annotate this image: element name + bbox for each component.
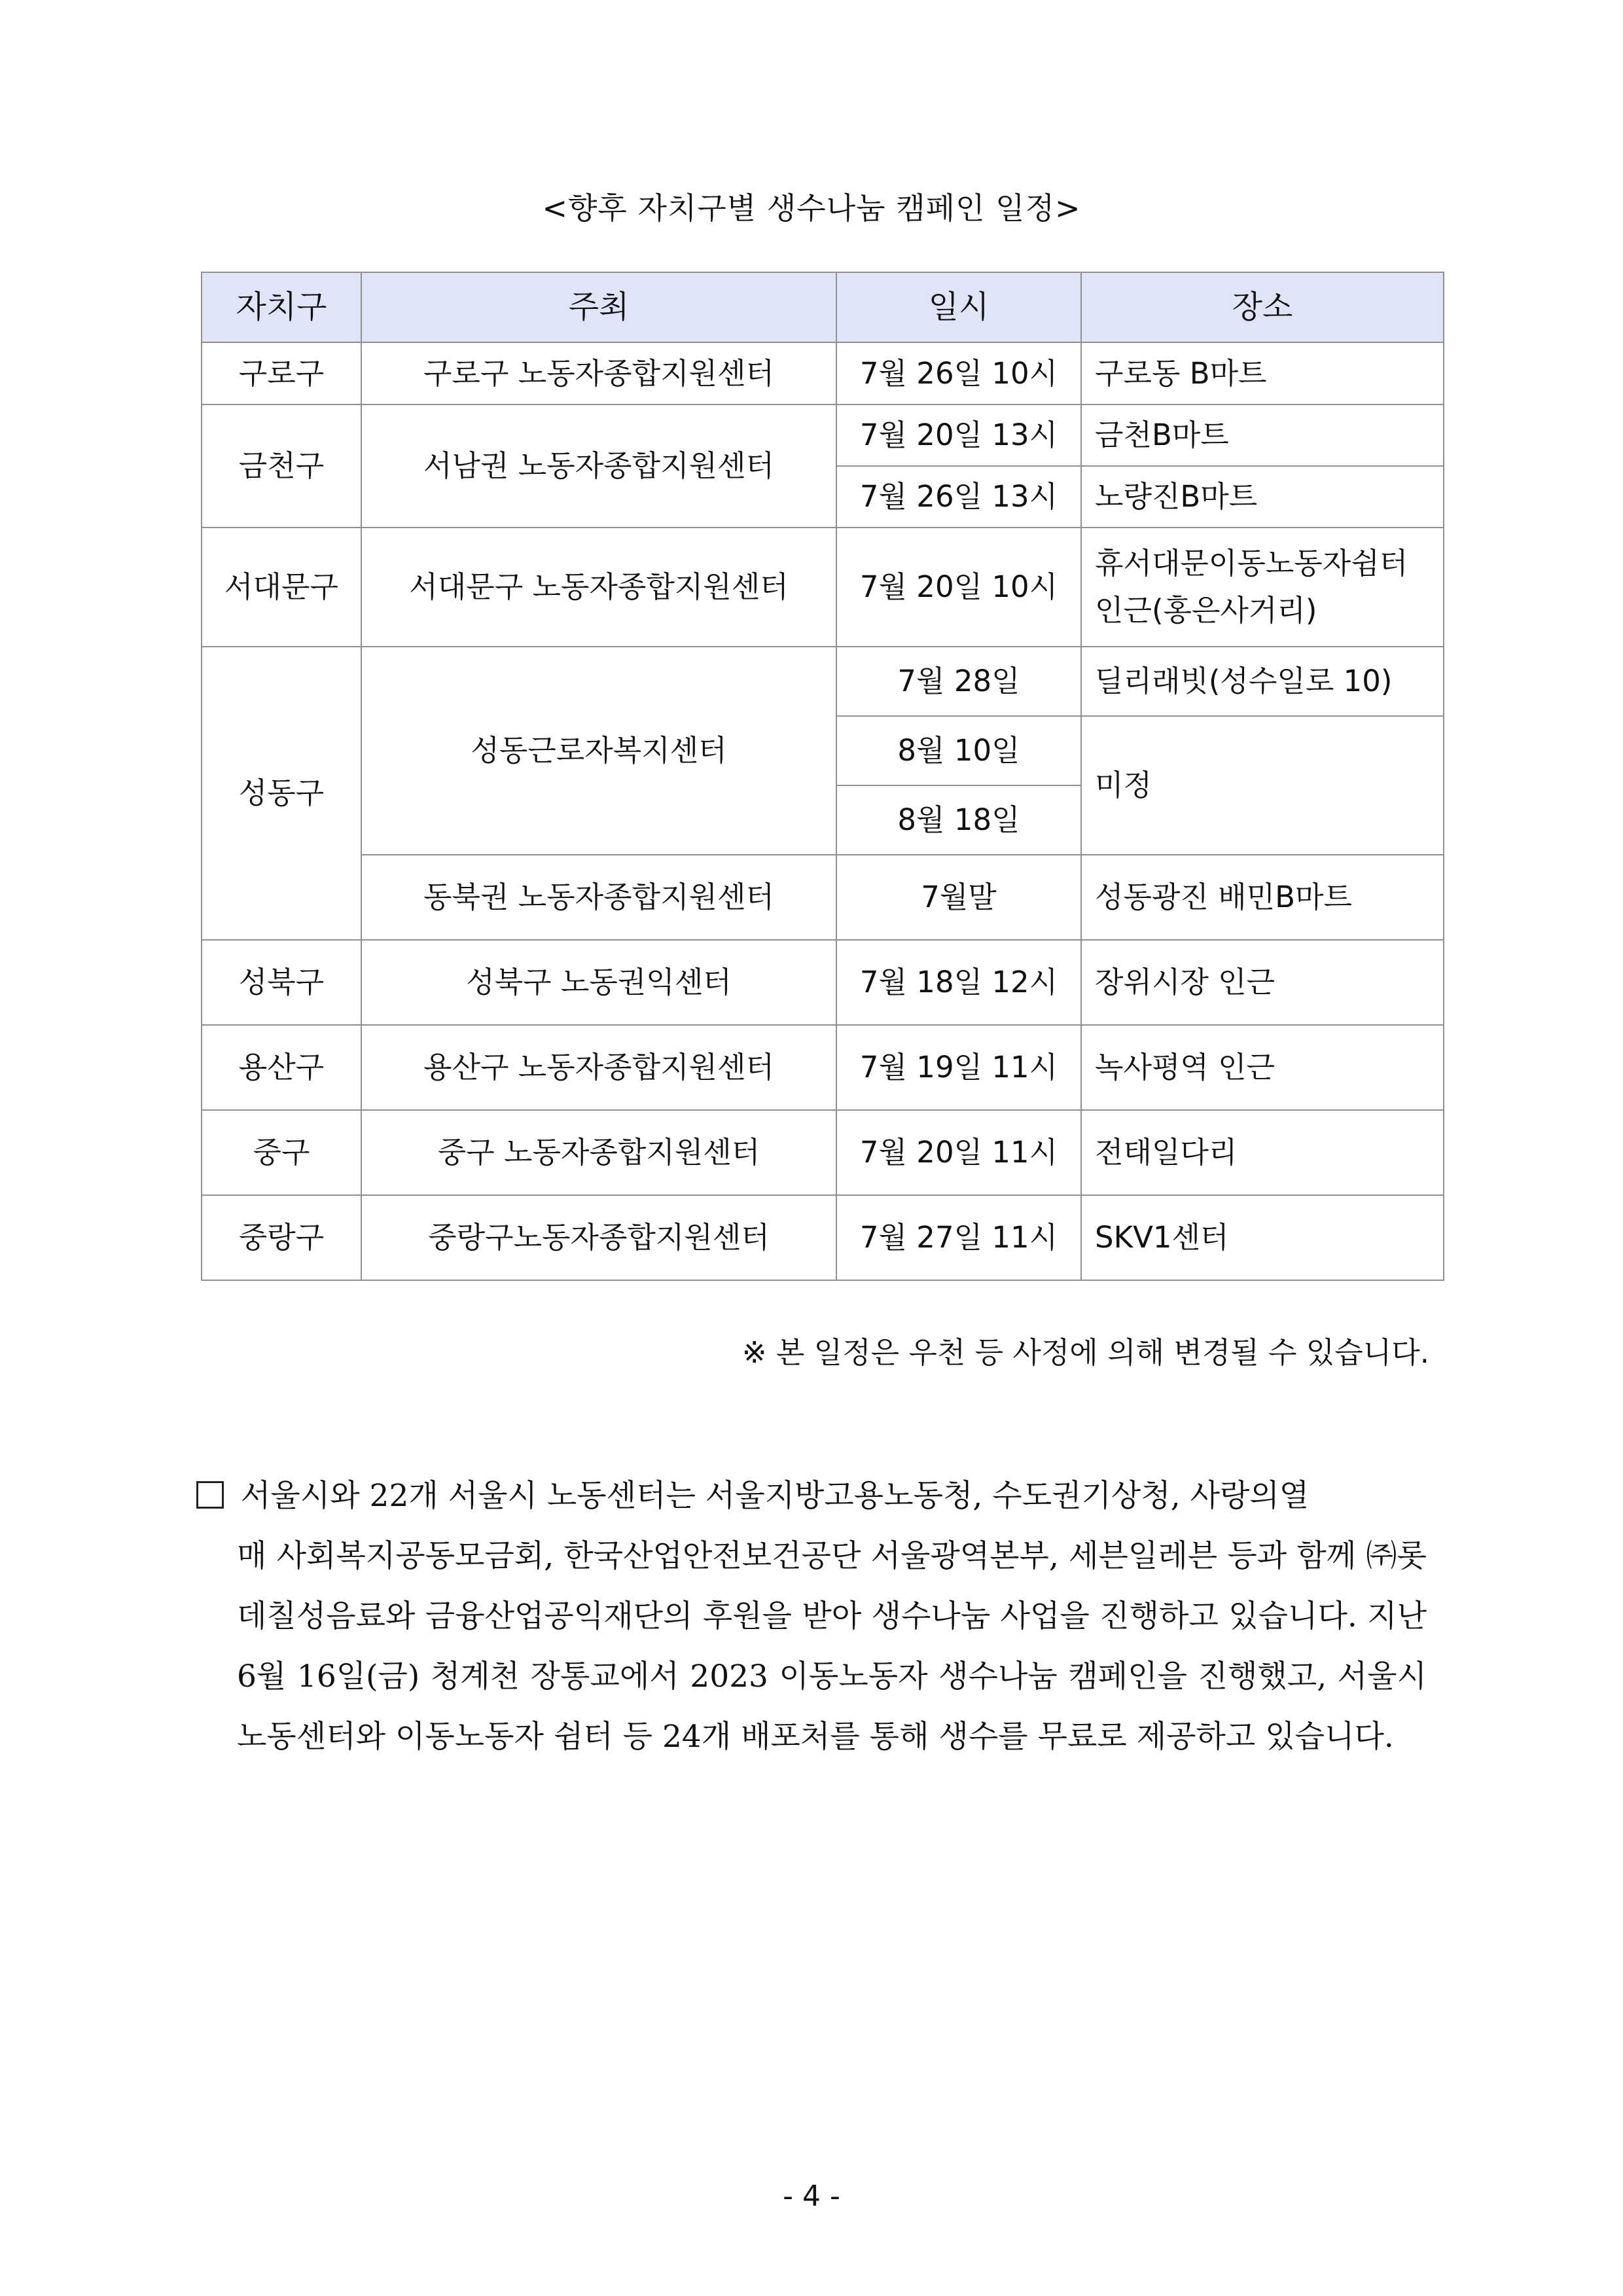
cell-place: SKV1센터 bbox=[1081, 1195, 1444, 1280]
cell-host: 용산구 노동자종합지원센터 bbox=[361, 1025, 836, 1110]
cell-district: 성동구 bbox=[202, 647, 361, 940]
place-line: 인근(홍은사거리) bbox=[1095, 593, 1317, 628]
cell-place: 구로동 B마트 bbox=[1081, 342, 1444, 404]
cell-host: 중구 노동자종합지원센터 bbox=[361, 1110, 836, 1195]
cell-district: 구로구 bbox=[202, 342, 361, 404]
cell-date: 7월 26일 10시 bbox=[836, 342, 1081, 404]
cell-date: 8월 10일 bbox=[836, 716, 1081, 785]
schedule-table bbox=[201, 272, 1444, 1281]
schedule-note: ※ 본 일정은 우천 등 사정에 의해 변경될 수 있습니다. bbox=[741, 1335, 1429, 1370]
cell-place: 미정 bbox=[1081, 716, 1444, 855]
cell-district: 성북구 bbox=[202, 940, 361, 1025]
cell-date: 7월 19일 11시 bbox=[836, 1025, 1081, 1110]
page-number: - 4 - bbox=[783, 2179, 840, 2213]
table-row bbox=[202, 1195, 1444, 1280]
checkbox-bullet-icon bbox=[196, 1481, 224, 1509]
cell-district: 중구 bbox=[202, 1110, 361, 1195]
cell-date: 7월 20일 13시 bbox=[836, 404, 1081, 466]
table-row bbox=[202, 1025, 1444, 1110]
table-row bbox=[202, 647, 1444, 716]
cell-date: 7월 20일 11시 bbox=[836, 1110, 1081, 1195]
cell-place: 전태일다리 bbox=[1081, 1110, 1444, 1195]
table-caption: <향후 자치구별 생수나눔 캠페인 일정> bbox=[542, 190, 1081, 226]
cell-date: 7월 26일 13시 bbox=[836, 466, 1081, 528]
cell-place: 노량진B마트 bbox=[1081, 466, 1444, 528]
cell-district: 중랑구 bbox=[202, 1195, 361, 1280]
cell-place: 장위시장 인근 bbox=[1081, 940, 1444, 1025]
header-district: 자치구 bbox=[202, 272, 361, 342]
cell-district: 용산구 bbox=[202, 1025, 361, 1110]
header-host: 주최 bbox=[361, 272, 836, 342]
cell-place: 녹사평역 인근 bbox=[1081, 1025, 1444, 1110]
cell-place: 금천B마트 bbox=[1081, 404, 1444, 466]
header-place: 장소 bbox=[1081, 272, 1444, 342]
table-row bbox=[202, 855, 1444, 940]
cell-date: 8월 18일 bbox=[836, 785, 1081, 855]
cell-host: 서대문구 노동자종합지원센터 bbox=[361, 528, 836, 647]
table-row bbox=[202, 1110, 1444, 1195]
cell-district: 서대문구 bbox=[202, 528, 361, 647]
cell-district: 금천구 bbox=[202, 404, 361, 528]
table-row bbox=[202, 528, 1444, 647]
place-line: 휴서대문이동노동자쉼터 bbox=[1095, 546, 1408, 581]
cell-host: 구로구 노동자종합지원센터 bbox=[361, 342, 836, 404]
cell-date: 7월 27일 11시 bbox=[836, 1195, 1081, 1280]
cell-host: 서남권 노동자종합지원센터 bbox=[361, 404, 836, 528]
cell-place: 딜리래빗(성수일로 10) bbox=[1081, 647, 1444, 716]
table-row bbox=[202, 940, 1444, 1025]
table-row bbox=[202, 342, 1444, 404]
cell-host: 동북권 노동자종합지원센터 bbox=[361, 855, 836, 940]
paragraph-first-line: 서울시와 22개 서울시 노동센터는 서울지방고용노동청, 수도권기상청, 사랑의열 bbox=[241, 1478, 1310, 1514]
paragraph-rest: 매 사회복지공동모금회, 한국산업안전보건공단 서울광역본부, 세븐일레븐 등과 함께 ㈜롯데칠성음료와 금융산업공익재단의 후원을 받아 생수나눔 사업을 진행하고 있습니다. 지난 6월 16일(금) 청계천 장통교에서 2023 이동노동자 생수나눔 캠페인을 진행했고, 서울시 노동센터와 이동노동자 쉼터 등 24개 배포처를 통해 생수를 무료로 제공하고 있습니다. bbox=[237, 1538, 1427, 1755]
cell-host: 성북구 노동권익센터 bbox=[361, 940, 836, 1025]
cell-date: 7월 28일 bbox=[836, 647, 1081, 716]
body-paragraph bbox=[196, 1466, 1427, 1767]
cell-date: 7월 20일 10시 bbox=[836, 528, 1081, 647]
cell-host: 중랑구노동자종합지원센터 bbox=[361, 1195, 836, 1280]
cell-date: 7월말 bbox=[836, 855, 1081, 940]
cell-host: 성동근로자복지센터 bbox=[361, 647, 836, 855]
cell-date: 7월 18일 12시 bbox=[836, 940, 1081, 1025]
table-header-row bbox=[202, 272, 1444, 342]
cell-place bbox=[1081, 528, 1444, 647]
cell-place: 성동광진 배민B마트 bbox=[1081, 855, 1444, 940]
table-row bbox=[202, 404, 1444, 466]
header-date: 일시 bbox=[836, 272, 1081, 342]
